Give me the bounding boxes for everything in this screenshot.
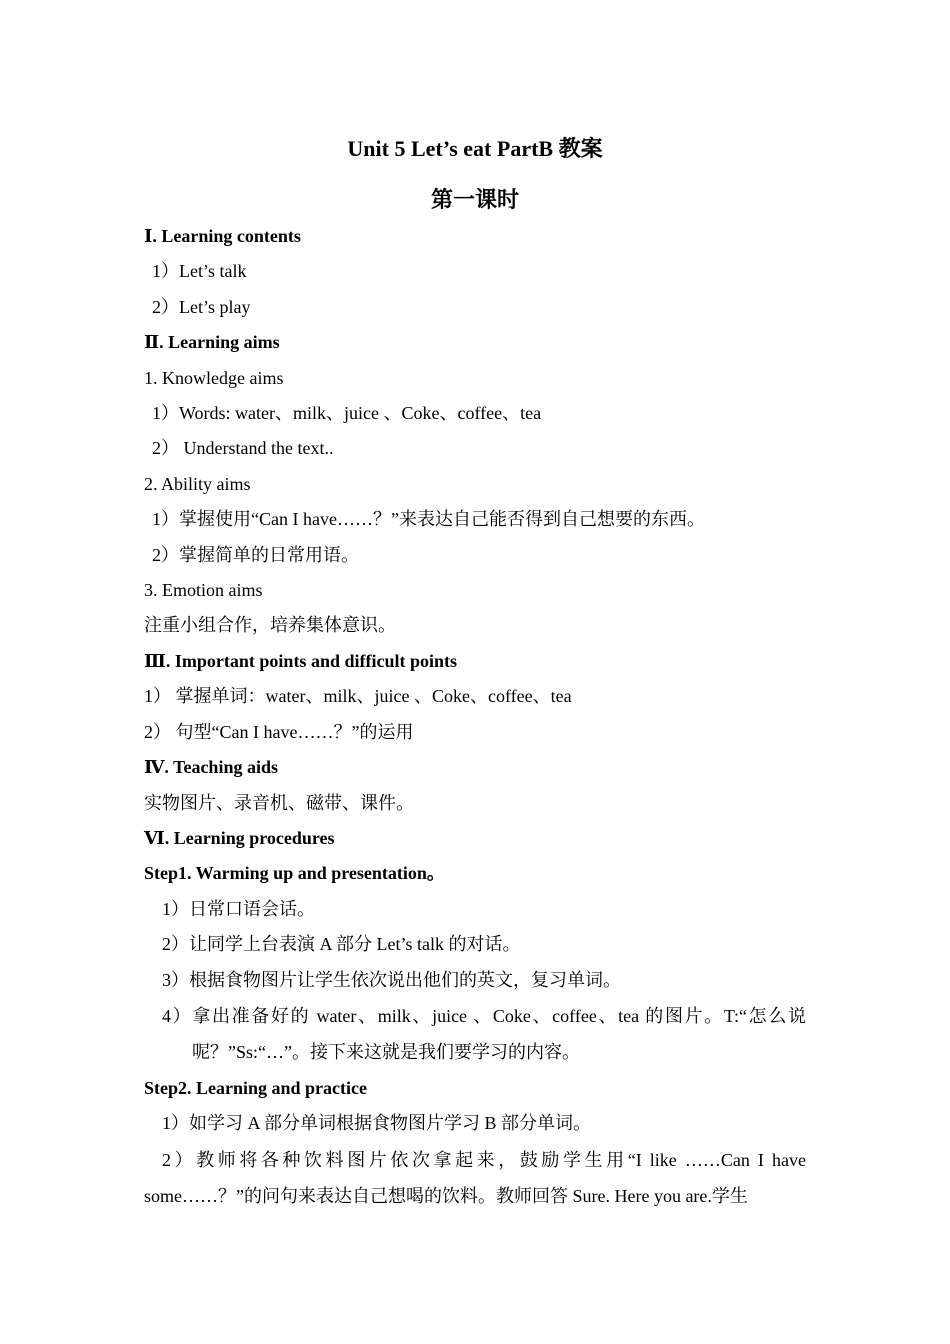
subheading-ability-aims: 2. Ability aims [144, 473, 251, 494]
step1-item-1: 1）日常口语会话。 [162, 898, 315, 919]
step1-item-4: 4）拿出准备好的 water、milk、juice 、Coke、coffee、tea 的图片。T:“怎么说呢？”Ss:“…”。接下来这就是我们要学习的内容。 [162, 1005, 806, 1063]
step1-item-3: 3）根据食物图片让学生依次说出他们的英文，复习单词。 [162, 969, 621, 990]
step1-item-2: 2）让同学上台表演 A 部分 Let’s talk 的对话。 [162, 934, 521, 955]
step2-item-2-line1: 2）教师将各种饮料图片依次拿起来，鼓励学生用“I like ……Can I have [162, 1149, 806, 1170]
subheading-knowledge-aims: 1. Knowledge aims [144, 367, 284, 388]
step2-item-2-line2: some……？”的问句来表达自己想喝的饮料。教师回答 Sure. Here you are.学生 [144, 1186, 748, 1207]
content-item-play: 2）Let’s play [152, 296, 251, 317]
section-heading-procedures: Ⅵ. Learning procedures [144, 827, 335, 848]
document-subtitle: 第一课时 [430, 187, 519, 212]
content-item-talk: 1）Let’s talk [152, 261, 247, 282]
section-heading-teaching-aids: Ⅳ. Teaching aids [144, 757, 278, 778]
key-point-words: 1） 掌握单词：water、milk、juice 、Coke、coffee、tea [144, 686, 572, 707]
section-heading-learning-contents: Ⅰ. Learning contents [144, 226, 301, 246]
ability-item-sentence: 1）掌握使用“Can I have……？”来表达自己能否得到自己想要的东西。 [152, 509, 705, 530]
teaching-aids-text: 实物图片、录音机、磁带、课件。 [144, 792, 414, 813]
knowledge-item-words: 1）Words: water、milk、juice 、Coke、coffee、tea [152, 403, 542, 424]
ability-item-daily: 2）掌握简单的日常用语。 [152, 544, 359, 565]
key-point-sentence: 2） 句型“Can I have……？”的运用 [144, 721, 414, 742]
document-title: Unit 5 Let’s eat PartB 教案 [347, 136, 603, 161]
subheading-emotion-aims: 3. Emotion aims [144, 580, 263, 601]
knowledge-item-text: 2） Understand the text.. [152, 438, 334, 459]
step1-heading: Step1. Warming up and presentation。 [144, 863, 445, 884]
section-heading-key-points: Ⅲ. Important points and difficult points [144, 650, 457, 671]
emotion-text: 注重小组合作，培养集体意识。 [144, 615, 396, 636]
step2-heading: Step2. Learning and practice [144, 1077, 367, 1098]
document-body [144, 219, 806, 1215]
step2-item-1: 1）如学习 A 部分单词根据食物图片学习 B 部分单词。 [162, 1113, 592, 1134]
section-heading-learning-aims: Ⅱ. Learning aims [144, 332, 280, 353]
